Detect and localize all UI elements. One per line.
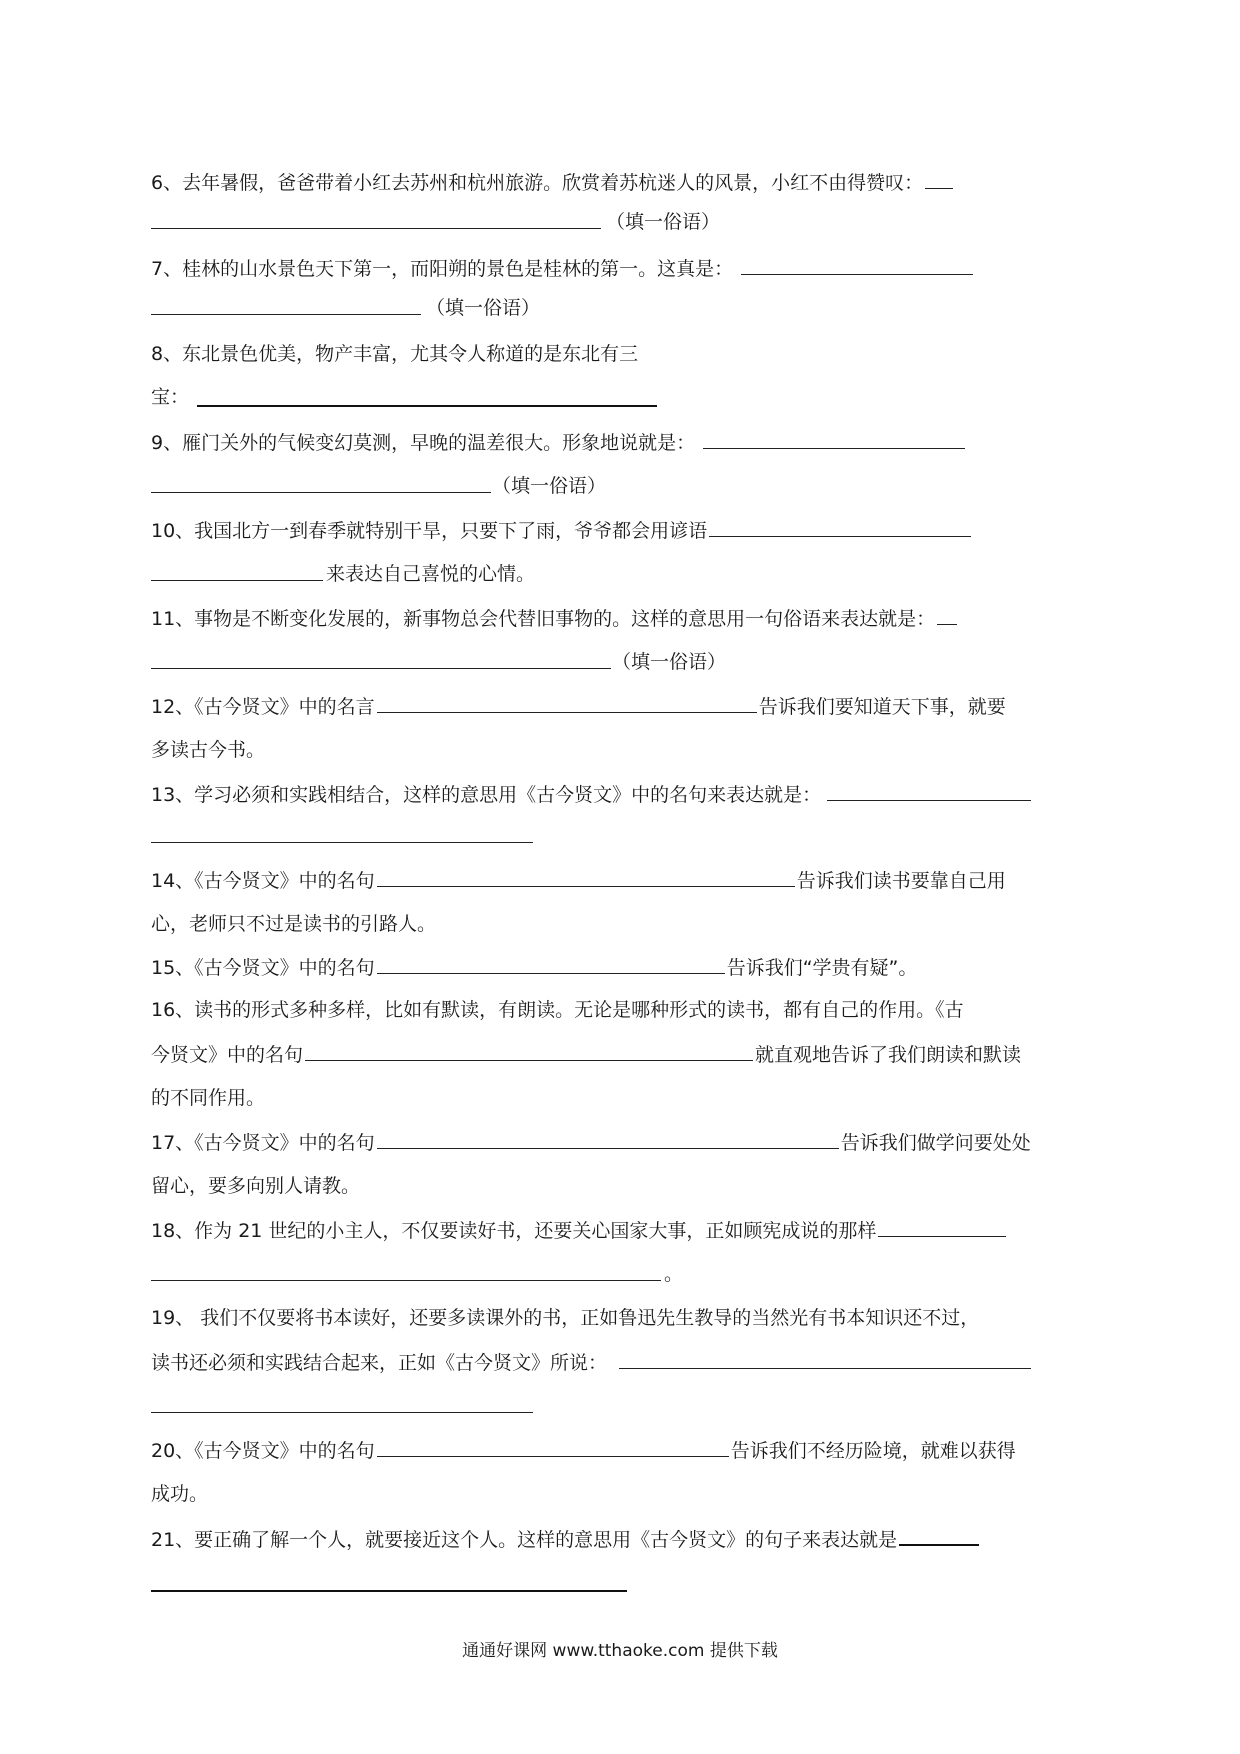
q15-line1 xyxy=(151,955,917,980)
q6-blank-a[interactable] xyxy=(925,170,953,189)
q17-blank[interactable] xyxy=(377,1130,839,1149)
q13-blank-b[interactable] xyxy=(151,842,533,843)
q8-line1: 8、东北景色优美，物产丰富，尤其令人称道的是东北有三 xyxy=(151,343,639,365)
q16-line1: 16、读书的形式多种多样，比如有默读，有朗读。无论是哪种形式的读书，都有自己的作用。《古 xyxy=(151,999,964,1021)
q18-end: 。 xyxy=(664,1263,684,1285)
q19-blank-a[interactable] xyxy=(619,1350,1031,1369)
q11-blank-b[interactable] xyxy=(151,668,611,669)
q17-post: 告诉我们做学问要处处 xyxy=(840,1132,1031,1154)
q9-line1 xyxy=(151,430,967,455)
q9-blank-b[interactable] xyxy=(151,492,491,493)
q18-text: 18、作为 21 世纪的小主人，不仅要读好书，还要关心国家大事，正如顾宪成说的那样 xyxy=(151,1220,877,1242)
q16-pre: 今贤文》中的名句 xyxy=(151,1044,304,1066)
q18-line1 xyxy=(151,1218,1008,1243)
q7-blank-a[interactable] xyxy=(741,256,973,275)
q13-line1 xyxy=(151,782,1033,807)
q17-line1 xyxy=(151,1130,1031,1155)
q13-blank-a[interactable] xyxy=(827,782,1031,801)
q12-pre: 12、《古今贤文》中的名言 xyxy=(151,696,375,718)
q21-blank-b[interactable] xyxy=(151,1590,627,1592)
q12-line2: 多读古今书。 xyxy=(151,739,266,761)
q8-line2: 宝： xyxy=(151,386,190,408)
q10-blank-a[interactable] xyxy=(709,518,971,537)
q14-line2: 心，老师只不过是读书的引路人。 xyxy=(151,913,437,935)
q9-text: 9、雁门关外的气候变幻莫测，早晚的温差很大。形象地说就是： xyxy=(151,432,696,454)
q12-blank[interactable] xyxy=(377,694,757,713)
q21-line1 xyxy=(151,1526,981,1552)
q18-blank-a[interactable] xyxy=(878,1218,1006,1237)
q14-post: 告诉我们读书要靠自己用 xyxy=(796,870,1006,892)
q20-line2: 成功。 xyxy=(151,1483,209,1505)
q11-text: 11、事物是不断变化发展的，新事物总会代替旧事物的。这样的意思用一句俗语来表达就是： xyxy=(151,608,936,630)
q17-line2: 留心，要多向别人请教。 xyxy=(151,1175,361,1197)
q6-text: 6、去年暑假，爸爸带着小红去苏州和杭州旅游。欣赏着苏杭迷人的风景，小红不由得赞叹： xyxy=(151,172,924,194)
q17-pre: 17、《古今贤文》中的名句 xyxy=(151,1132,375,1154)
q21-text: 21、要正确了解一个人，就要接近这个人。这样的意思用《古今贤文》的句子来表达就是 xyxy=(151,1529,898,1551)
q7-line1 xyxy=(151,256,975,281)
q20-post: 告诉我们不经历险境，就难以获得 xyxy=(730,1440,1016,1462)
q11-line1 xyxy=(151,606,959,631)
q21-blank-a[interactable] xyxy=(899,1526,979,1546)
q8-blank[interactable] xyxy=(197,405,657,407)
q19-line2 xyxy=(151,1350,1033,1375)
q9-hint: （填一俗语） xyxy=(492,475,607,497)
q20-pre: 20、《古今贤文》中的名句 xyxy=(151,1440,375,1462)
q9-blank-a[interactable] xyxy=(703,430,965,449)
q16-post: 就直观地告诉了我们朗读和默读 xyxy=(755,1044,1022,1066)
q16-blank[interactable] xyxy=(305,1042,753,1061)
q18-blank-b[interactable] xyxy=(151,1280,661,1281)
q13-text: 13、学习必须和实践相结合，这样的意思用《古今贤文》中的名句来表达就是： xyxy=(151,784,822,806)
q12-line1 xyxy=(151,694,1006,719)
q11-blank-a[interactable] xyxy=(937,606,957,625)
q10-line2: 来表达自己喜悦的心情。 xyxy=(326,563,536,585)
q10-text: 10、我国北方一到春季就特别干旱，只要下了雨，爷爷都会用谚语 xyxy=(151,520,708,542)
q7-hint: （填一俗语） xyxy=(426,297,541,319)
q19-blank-b[interactable] xyxy=(151,1412,533,1413)
q16-line3: 的不同作用。 xyxy=(151,1087,266,1109)
q15-post: 告诉我们“学贵有疑”。 xyxy=(726,957,918,979)
q20-line1 xyxy=(151,1438,1016,1463)
q14-blank[interactable] xyxy=(377,868,795,887)
q10-blank-b[interactable] xyxy=(151,580,323,581)
q15-blank[interactable] xyxy=(377,955,725,974)
q6-blank-b[interactable] xyxy=(151,228,601,229)
q15-pre: 15、《古今贤文》中的名句 xyxy=(151,957,375,979)
q14-line1 xyxy=(151,868,1006,893)
q19-line1: 19、 我们不仅要将书本读好，还要多读课外的书，正如鲁迅先生教导的当然光有书本知识还不过， xyxy=(151,1307,980,1329)
q20-blank[interactable] xyxy=(377,1438,729,1457)
q6-line1 xyxy=(151,170,955,195)
q14-pre: 14、《古今贤文》中的名句 xyxy=(151,870,375,892)
q7-blank-b[interactable] xyxy=(151,314,421,315)
footer-credit: 通通好课网 www.tthaoke.com 提供下载 xyxy=(462,1641,778,1661)
q12-post: 告诉我们要知道天下事，就要 xyxy=(758,696,1006,718)
q16-line2 xyxy=(151,1042,1021,1067)
q7-text: 7、桂林的山水景色天下第一，而阳朔的景色是桂林的第一。这真是： xyxy=(151,258,734,280)
q10-line1 xyxy=(151,518,973,543)
q6-hint: （填一俗语） xyxy=(606,211,721,233)
q11-hint: （填一俗语） xyxy=(612,651,727,673)
q19-text: 读书还必须和实践结合起来，正如《古今贤文》所说： xyxy=(151,1352,608,1374)
